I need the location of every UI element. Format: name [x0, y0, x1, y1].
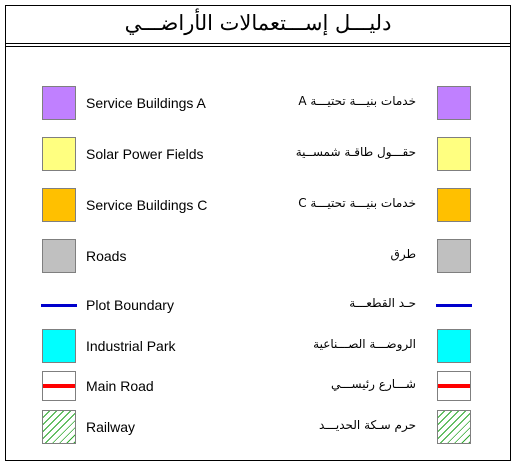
- railway-hatch-swatch-left: [42, 410, 76, 444]
- plot-boundary-line-left: [41, 304, 77, 307]
- railway-label-ar: حرم سـكة الحديـــد: [319, 418, 416, 432]
- solar-power-fields-swatch-right: [437, 137, 471, 171]
- service-buildings-c-label-ar: خدمات بنيـــة تحتيـــة C: [298, 196, 416, 210]
- legend-row-main-road: [6, 367, 510, 407]
- roads-label-ar: طرق: [390, 247, 416, 261]
- plot-boundary-label-en: Plot Boundary: [86, 297, 174, 313]
- legend-row-industrial-park: [6, 327, 510, 367]
- main-road-label-en: Main Road: [86, 378, 154, 394]
- legend-row-service-buildings-a: [6, 84, 510, 124]
- plot-boundary-line-right: [436, 304, 472, 307]
- main-road-symbol-right: [437, 371, 471, 401]
- title-bar: [6, 6, 510, 47]
- service-buildings-c-label-en: Service Buildings C: [86, 197, 208, 213]
- service-buildings-a-label-en: Service Buildings A: [86, 95, 206, 111]
- service-buildings-a-swatch-left: [42, 86, 76, 120]
- service-buildings-a-label-ar: خدمات بنيـــة تحتيـــة A: [298, 94, 416, 108]
- solar-power-fields-swatch-left: [42, 137, 76, 171]
- industrial-park-label-en: Industrial Park: [86, 338, 176, 354]
- legend-row-service-buildings-c: [6, 186, 510, 226]
- roads-label-en: Roads: [86, 248, 127, 264]
- industrial-park-swatch-right: [437, 329, 471, 363]
- legend-row-railway: [6, 408, 510, 448]
- main-road-symbol-left: [42, 371, 76, 401]
- legend-row-roads: [6, 237, 510, 277]
- railway-hatch-swatch-right: [437, 410, 471, 444]
- legend-row-solar-power-fields: [6, 135, 510, 175]
- service-buildings-c-swatch-right: [437, 188, 471, 222]
- legend-row-plot-boundary: [6, 286, 510, 326]
- railway-label-en: Railway: [86, 419, 136, 435]
- roads-swatch-left: [42, 239, 76, 273]
- plot-boundary-label-ar: حـد القطعـــة: [349, 296, 416, 310]
- service-buildings-c-swatch-left: [42, 188, 76, 222]
- main-road-label-ar: شـــارع رئيســـي: [330, 377, 416, 391]
- legend-title: دليـــل إســـتعمالات الأراضـــي: [124, 11, 392, 35]
- solar-power-fields-label-en: Solar Power Fields: [86, 146, 204, 162]
- industrial-park-label-ar: الروضـــة الصـــناعية: [313, 337, 416, 351]
- service-buildings-a-swatch-right: [437, 86, 471, 120]
- solar-power-fields-label-ar: حقـــول طاقـة شمســية: [295, 145, 416, 159]
- roads-swatch-right: [437, 239, 471, 273]
- industrial-park-swatch-left: [42, 329, 76, 363]
- legend-panel: [5, 5, 511, 461]
